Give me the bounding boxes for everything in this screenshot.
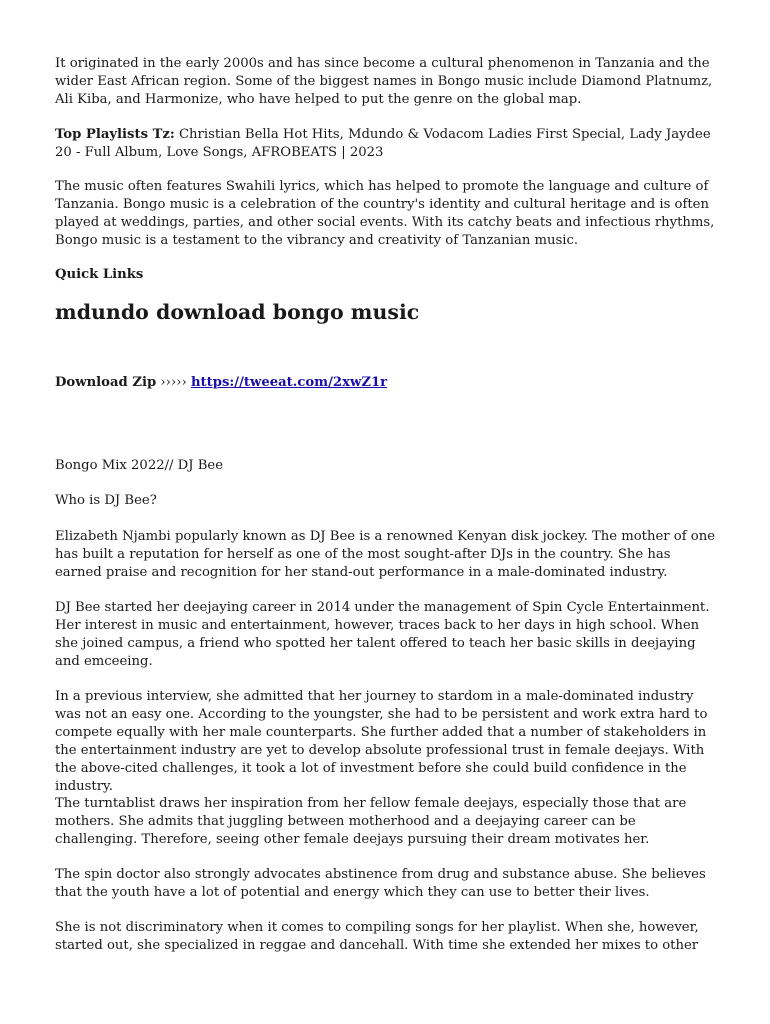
- download-line: [55, 374, 387, 392]
- download-link[interactable]: https://tweeat.com/2xwZ1r: [190, 375, 388, 390]
- quick-links-label: Quick Links: [55, 267, 144, 282]
- paragraph-turntablist: The turntablist draws her inspiration from her fellow female deejays, especially those that are mothers. She admits that juggling between motherhood and a deejaying career can be challenging. Therefore, seeing other female deejays pursuing their dream motivates her.: [55, 796, 687, 847]
- paragraph-not-discriminatory: She is not discriminatory when it comes to compiling songs for her playlist. When she, however, started out, she specialized in reggae and dancehall. With time she extended her mixes to other: [55, 920, 699, 953]
- paragraph-music-features: The music often features Swahili lyrics, which has helped to promote the language and culture of Tanzania. Bongo music is a celebration of the country's identity and cultural heritage and is often played at weddings, parties, and other social events. With its catchy beats and infectious rhythms, Bongo music is a testament to the vibrancy and creativity of Tanzanian music.: [55, 179, 715, 248]
- paragraph-who-is: Who is DJ Bee?: [55, 493, 157, 508]
- download-arrows: ›››››: [156, 375, 191, 390]
- top-playlists-text: Christian Bella Hot Hits, Mdundo & Vodacom Ladies First Special, Lady Jaydee 20 - Full Album, Love Songs, AFROBEATS | 2023: [55, 127, 711, 160]
- paragraph-origin: It originated in the early 2000s and has since become a cultural phenomenon in Tanzania and the wider East African region. Some of the biggest names in Bongo music include Diamond Platnumz, Ali Kiba, and Harmonize, who have helped to put the genre on the global map.: [55, 56, 713, 107]
- paragraph-top-playlists: [55, 126, 720, 162]
- paragraph-bongo-mix: Bongo Mix 2022// DJ Bee: [55, 458, 224, 473]
- paragraph-elizabeth: Elizabeth Njambi popularly known as DJ Bee is a renowned Kenyan disk jockey. The mother of one has built a reputation for herself as one of the most sought-after DJs in the country. She has earned praise and recognition for her stand-out performance in a male-dominated industry.: [55, 529, 716, 580]
- paragraph-spin-doctor: The spin doctor also strongly advocates abstinence from drug and substance abuse. She believes that the youth have a lot of potential and energy which they can use to better their lives.: [55, 867, 706, 900]
- paragraph-dj-career: DJ Bee started her deejaying career in 2014 under the management of Spin Cycle Entertainment. Her interest in music and entertainment, however, traces back to her days in high school. When she joined campus, a friend who spotted her talent offered to teach her basic skills in deejaying and emceeing.: [55, 600, 710, 669]
- paragraph-previous-interview: In a previous interview, she admitted that her journey to stardom in a male-dominated industry was not an easy one. According to the youngster, she had to be persistent and work extra hard to compete equally with her male counterparts. She further added that a number of stakeholders in the entertainment industry are yet to develop absolute professional trust in female deejays. With the above-cited challenges, it took a lot of investment before she could build confidence in the industry.: [55, 689, 708, 794]
- download-label: Download Zip: [55, 375, 157, 390]
- top-playlists-label: Top Playlists Tz:: [55, 127, 175, 142]
- page-heading: mdundo download bongo music: [55, 300, 420, 324]
